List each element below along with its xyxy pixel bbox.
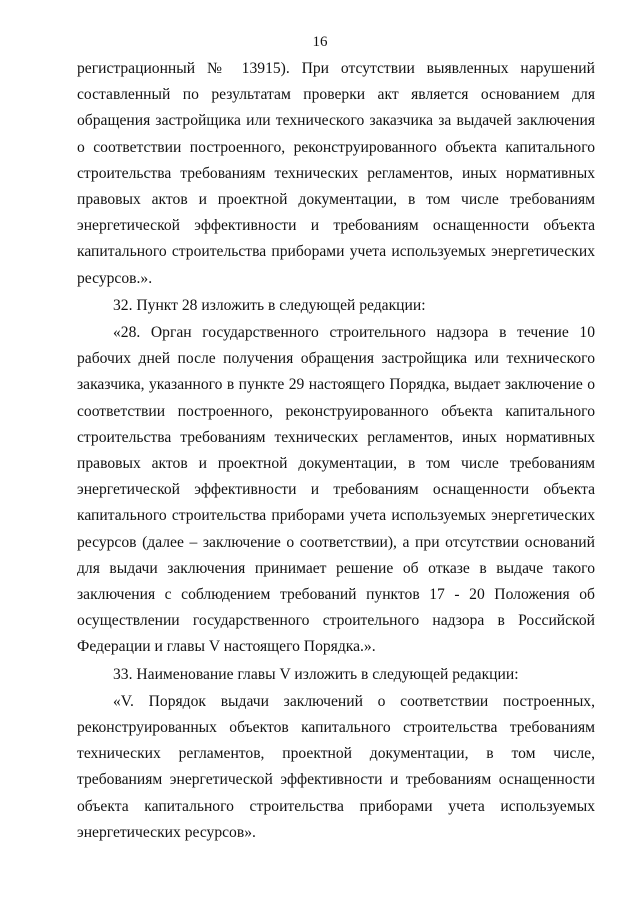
- page-number: 16: [312, 34, 328, 50]
- paragraph-continuation: регистрационный № 13915). При отсутствии выявленных нарушений составленный по результатам проверки акт является основанием для обращения застройщика или технического заказчика за выдачей заключения о соответствии построенного, реконструированного объекта капитального строительства требованиям технических регламентов, иных нормативных правовых актов и проектной документации, в том числе требованиям энергетической эффективности и требованиям оснащенности объекта капитального строительства приборами учета используемых энергетических ресурсов.».: [77, 60, 595, 287]
- paragraph-quote-chapter-v: «V. Порядок выдачи заключений о соответствии построенных, реконструированных объектов капитального строительства требованиям технических регламентов, проектной документации, в том числе, требованиям энергетической эффективности и требованиям оснащенности объекта капитального строительства приборами учета используемых энергетических ресурсов».: [77, 692, 595, 841]
- paragraph-item-32: 32. Пункт 28 изложить в следующей редакции:: [113, 296, 426, 314]
- paragraph-quote-28: «28. Орган государственного строительного надзора в течение 10 рабочих дней после получения обращения застройщика или технического заказчика, указанного в пункте 29 настоящего Порядка, выдает заключение о соответствии построенного, реконструированного объекта капитального строительства требованиям технических регламентов, иных нормативных правовых актов и проектной документации, в том числе требованиям энергетической эффективности и требованиям оснащенности объекта капитального строительства приборами учета используемых энергетических ресурсов (далее – заключение о соответствии), а при отсутствии оснований для выдачи заключения принимает решение об отказе в выдаче такого заключения с соблюдением требований пунктов 17 - 20 Положения об осуществлении государственного строительного надзора в Российской Федерации и главы V настоящего Порядка.».: [77, 324, 595, 656]
- paragraph-item-33: 33. Наименование главы V изложить в следующей редакции:: [113, 665, 519, 683]
- document-body: [77, 56, 595, 846]
